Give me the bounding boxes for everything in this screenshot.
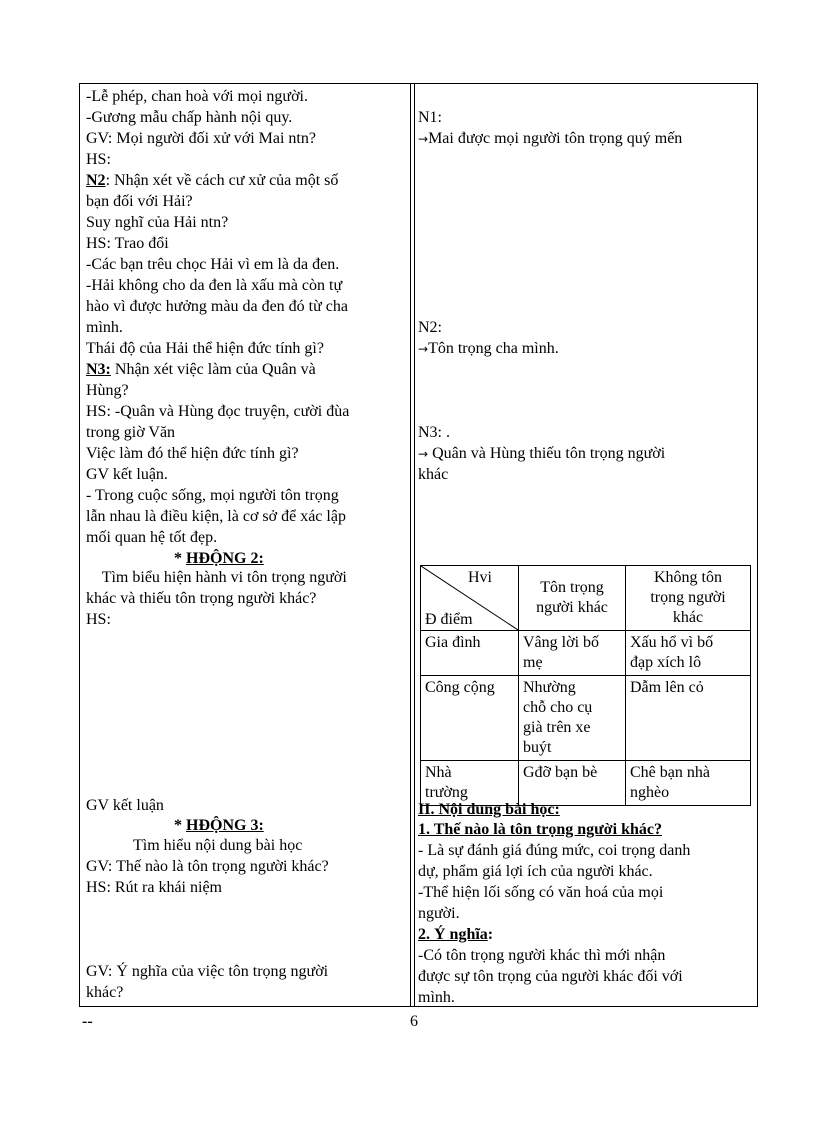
header-respect — [519, 566, 626, 631]
cell-line: Dẫm lên cỏ — [630, 679, 704, 696]
disrespect-cell — [626, 631, 751, 676]
left-line: HS: Rút ra khái niệm — [86, 879, 222, 896]
left-line: khác và thiếu tôn trọng người khác? — [86, 590, 317, 607]
right-line — [418, 129, 682, 149]
left-line: Suy nghĩ của Hải ntn? — [86, 214, 229, 231]
left-line: GV: Mọi người đối xử với Mai ntn? — [86, 130, 316, 147]
header-line: trọng người — [650, 589, 726, 606]
table-row — [421, 631, 751, 676]
right-line: - Là sự đánh giá đúng mức, coi trọng danh — [418, 842, 691, 859]
header-line: Tôn trọng — [540, 579, 604, 596]
left-line: hào vì được hưởng màu da đen đó từ cha — [86, 298, 348, 315]
heading-title: HĐỘNG 2: — [186, 550, 264, 567]
footer-dashes: -- — [82, 1013, 93, 1030]
cell-line: già trên xe — [523, 719, 591, 736]
header-line: khác — [672, 609, 704, 626]
cell-line: Gia đình — [425, 634, 481, 651]
left-text: Nhận xét việc làm của Quân và — [110, 361, 316, 378]
left-line: -Gương mẫu chấp hành nội quy. — [86, 109, 293, 126]
respect-cell — [519, 631, 626, 676]
place-cell — [421, 631, 519, 676]
left-line: trong giờ Văn — [86, 424, 176, 441]
group-label-n2: N2 — [86, 172, 106, 189]
disrespect-cell — [626, 676, 751, 761]
cell-line: Chê bạn nhà — [630, 764, 710, 781]
left-line: bạn đối với Hải? — [86, 193, 193, 210]
left-line: - Trong cuộc sống, mọi người tôn trọng — [86, 487, 339, 504]
left-line: mối quan hệ tốt đẹp. — [86, 529, 218, 546]
place-cell — [421, 761, 519, 806]
header-line: Không tôn — [654, 569, 722, 586]
right-line: -Có tôn trọng người khác thì mới nhận — [418, 947, 666, 964]
cell-line: chỗ cho cụ — [523, 699, 593, 716]
cell-line: Vâng lời bố — [523, 634, 600, 651]
header-line: người khác — [536, 599, 608, 616]
left-line: GV kết luận. — [86, 466, 168, 483]
left-line: GV: Ý nghĩa của việc tôn trọng người — [86, 963, 329, 980]
right-text: Quân và Hùng thiếu tôn trọng người — [428, 445, 666, 462]
heading-colon: : — [487, 926, 494, 943]
left-line: GV kết luận — [86, 797, 164, 814]
section-heading: II. Nội dung bài học: — [418, 801, 560, 818]
group-label-n3: N3: — [86, 361, 111, 378]
right-line: mình. — [418, 989, 455, 1006]
right-line: -Thể hiện lối sống có văn hoá của mọi — [418, 884, 664, 901]
left-text: : Nhận xét về cách cư xử của một số — [105, 172, 339, 189]
left-line: HS: Trao đổi — [86, 235, 169, 252]
activity-2-heading — [174, 549, 264, 569]
corner-bottom-label: Đ điểm — [425, 611, 473, 628]
corner-top-label: Hvi — [468, 569, 492, 586]
header-disrespect — [626, 566, 751, 631]
cell-line: Công cộng — [425, 679, 495, 696]
table-row — [421, 761, 751, 806]
heading-title: HĐỘNG 3: — [186, 817, 264, 834]
right-line: dự, phẩm giá lợi ích của người khác. — [418, 863, 653, 880]
left-line: HS: — [86, 611, 111, 628]
left-line: HS: -Quân và Hùng đọc truyện, cười đùa — [86, 403, 350, 420]
heading-label: 2. Ý nghĩa — [418, 926, 488, 943]
right-line: N1: — [418, 109, 442, 126]
corner-cell — [421, 566, 519, 631]
behavior-table — [420, 565, 751, 806]
subsection-heading: 1. Thế nào là tôn trọng người khác? — [418, 821, 662, 838]
respect-cell — [519, 761, 626, 806]
right-line: người. — [418, 905, 460, 922]
right-line: N2: — [418, 319, 442, 336]
left-line — [86, 171, 338, 191]
left-line: mình. — [86, 319, 123, 336]
cell-line: mẹ — [523, 654, 543, 671]
left-line: khác? — [86, 984, 124, 1001]
cell-line: đạp xích lô — [630, 654, 702, 671]
respect-cell — [519, 676, 626, 761]
disrespect-cell — [626, 761, 751, 806]
right-line: khác — [418, 466, 449, 483]
left-line: lẫn nhau là điều kiện, là cơ sở để xác lập — [86, 508, 346, 525]
right-text: Mai được mọi người tôn trọng quý mến — [428, 130, 683, 147]
cell-line: Nhường — [523, 679, 576, 696]
right-line: N3: . — [418, 424, 450, 441]
subsection-heading — [418, 925, 493, 945]
left-line: Hùng? — [86, 382, 129, 399]
right-text: Tôn trọng cha mình. — [428, 340, 559, 357]
left-line: Tìm biểu hiện hành vi tôn trọng người — [86, 569, 347, 586]
arrow-right-icon: → — [418, 132, 429, 146]
cell-line: Gđỡ bạn bè — [523, 764, 598, 781]
table-row — [421, 676, 751, 761]
lesson-table — [79, 83, 758, 1007]
arrow-right-icon: → — [418, 447, 429, 461]
right-line: được sự tôn trọng của người khác đối với — [418, 968, 683, 985]
left-line: -Hải không cho da đen là xấu mà còn tự — [86, 277, 343, 294]
cell-line: Nhà — [425, 764, 452, 781]
left-line — [86, 360, 316, 380]
right-line — [418, 339, 559, 359]
left-line: Tìm hiểu nội dung bài học — [133, 837, 303, 854]
cell-line: buýt — [523, 739, 552, 756]
left-line: -Các bạn trêu chọc Hải vì em là da đen. — [86, 256, 340, 273]
cell-line: trường — [425, 784, 468, 801]
place-cell — [421, 676, 519, 761]
cell-line: nghèo — [630, 784, 670, 801]
left-line: Việc làm đó thể hiện đức tính gì? — [86, 445, 299, 462]
arrow-right-icon: → — [418, 342, 429, 356]
right-line — [418, 444, 665, 464]
column-divider — [410, 84, 415, 1006]
left-line: Thái độ của Hải thể hiện đức tính gì? — [86, 340, 324, 357]
left-line: GV: Thế nào là tôn trọng người khác? — [86, 858, 329, 875]
activity-3-heading — [174, 816, 264, 836]
left-line: HS: — [86, 151, 111, 168]
heading-star: * — [174, 817, 186, 834]
page-number: 6 — [410, 1013, 418, 1030]
table-header-row — [421, 566, 751, 631]
heading-star: * — [174, 550, 186, 567]
left-line: -Lễ phép, chan hoà với mọi người. — [86, 88, 308, 105]
cell-line: Xấu hổ vì bố — [630, 634, 714, 651]
